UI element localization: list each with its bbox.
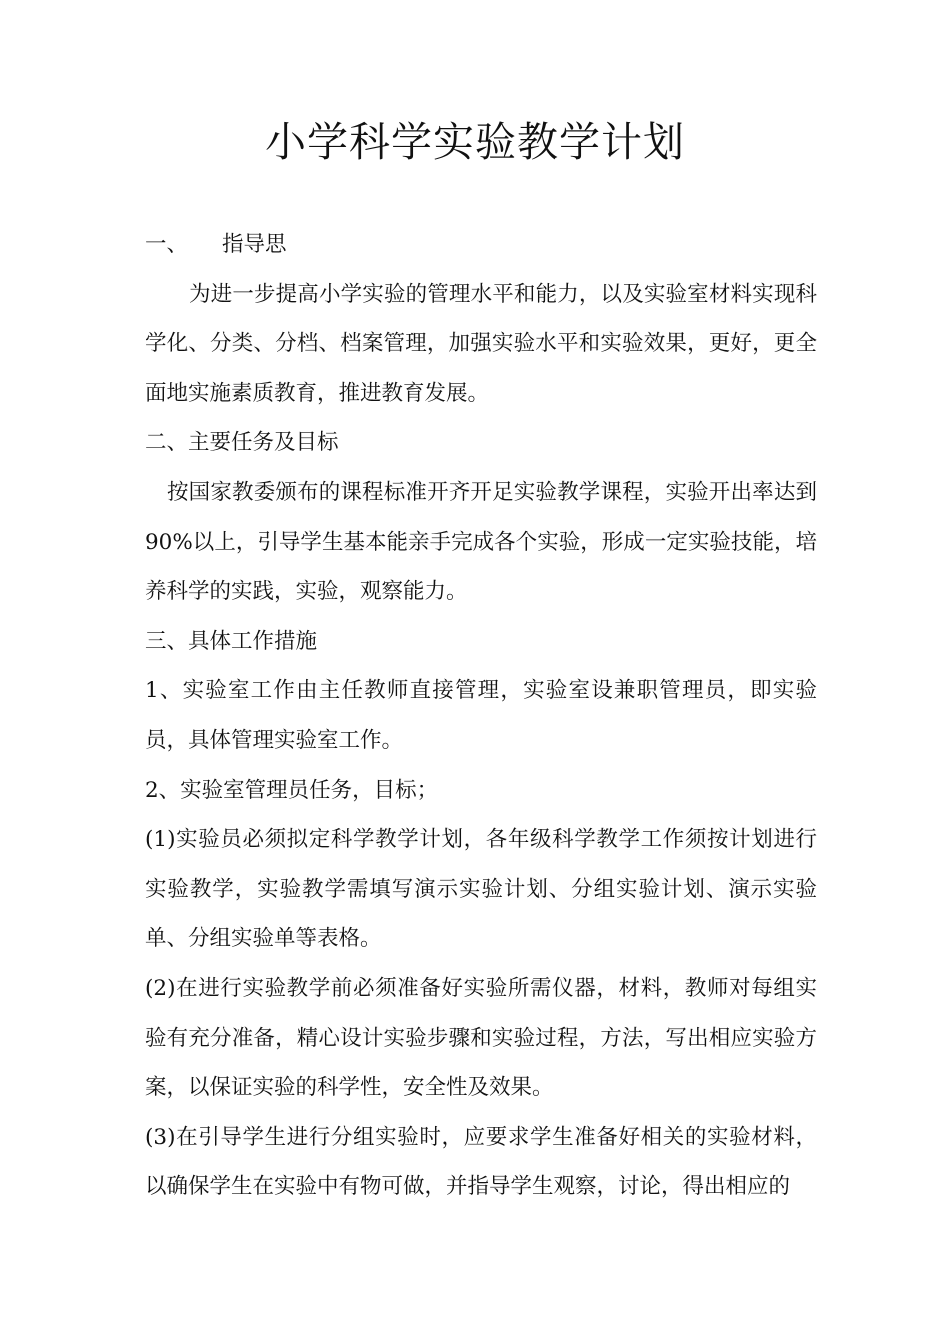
section-number: 一、 — [145, 232, 189, 257]
section-heading-text: 指导思 — [222, 232, 287, 257]
document-body — [145, 220, 817, 1212]
paragraph-subitem-3: (3)在引导学生进行分组实验时，应要求学生准备好相关的实验材料，以确保学生在实验中有物可做，并指导学生观察，讨论，得出相应的 — [145, 1124, 817, 1200]
paragraph-subitem-2: (2)在进行实验教学前必须准备好实验所需仪器，材料，教师对每组实验有充分准备，精心设计实验步骤和实验过程，方法，写出相应实验方案，以保证实验的科学性，安全性及效果。 — [145, 975, 817, 1101]
section-heading-3: 三、具体工作措施 — [145, 628, 318, 654]
paragraph-item-1: 1、实验室工作由主任教师直接管理，实验室设兼职管理员，即实验员，具体管理实验室工作。 — [145, 678, 817, 753]
paragraph-guiding-idea: 为进一步提高小学实验的管理水平和能力，以及实验室材料实现科学化、分类、分档、档案管理，加强实验水平和实验效果，更好，更全面地实施素质教育，推进教育发展。 — [145, 281, 817, 406]
paragraph-subitem-1: (1)实验员必须拟定科学教学计划，各年级科学教学工作须按计划进行实验教学，实验教学需填写演示实验计划、分组实验计划、演示实验单、分组实验单等表格。 — [145, 827, 817, 952]
document-title: 小学科学实验教学计划 — [265, 118, 685, 166]
section-heading-1 — [145, 220, 817, 270]
section-heading-2: 二、主要任务及目标 — [145, 430, 339, 456]
paragraph-tasks-goals: 按国家教委颁布的课程标准开齐开足实验教学课程，实验开出率达到 90%以上，引导学生基本能亲手完成各个实验，形成一定实验技能，培养科学的实践，实验，观察能力。 — [145, 479, 817, 605]
paragraph-item-2: 2、实验室管理员任务，目标； — [145, 777, 439, 803]
